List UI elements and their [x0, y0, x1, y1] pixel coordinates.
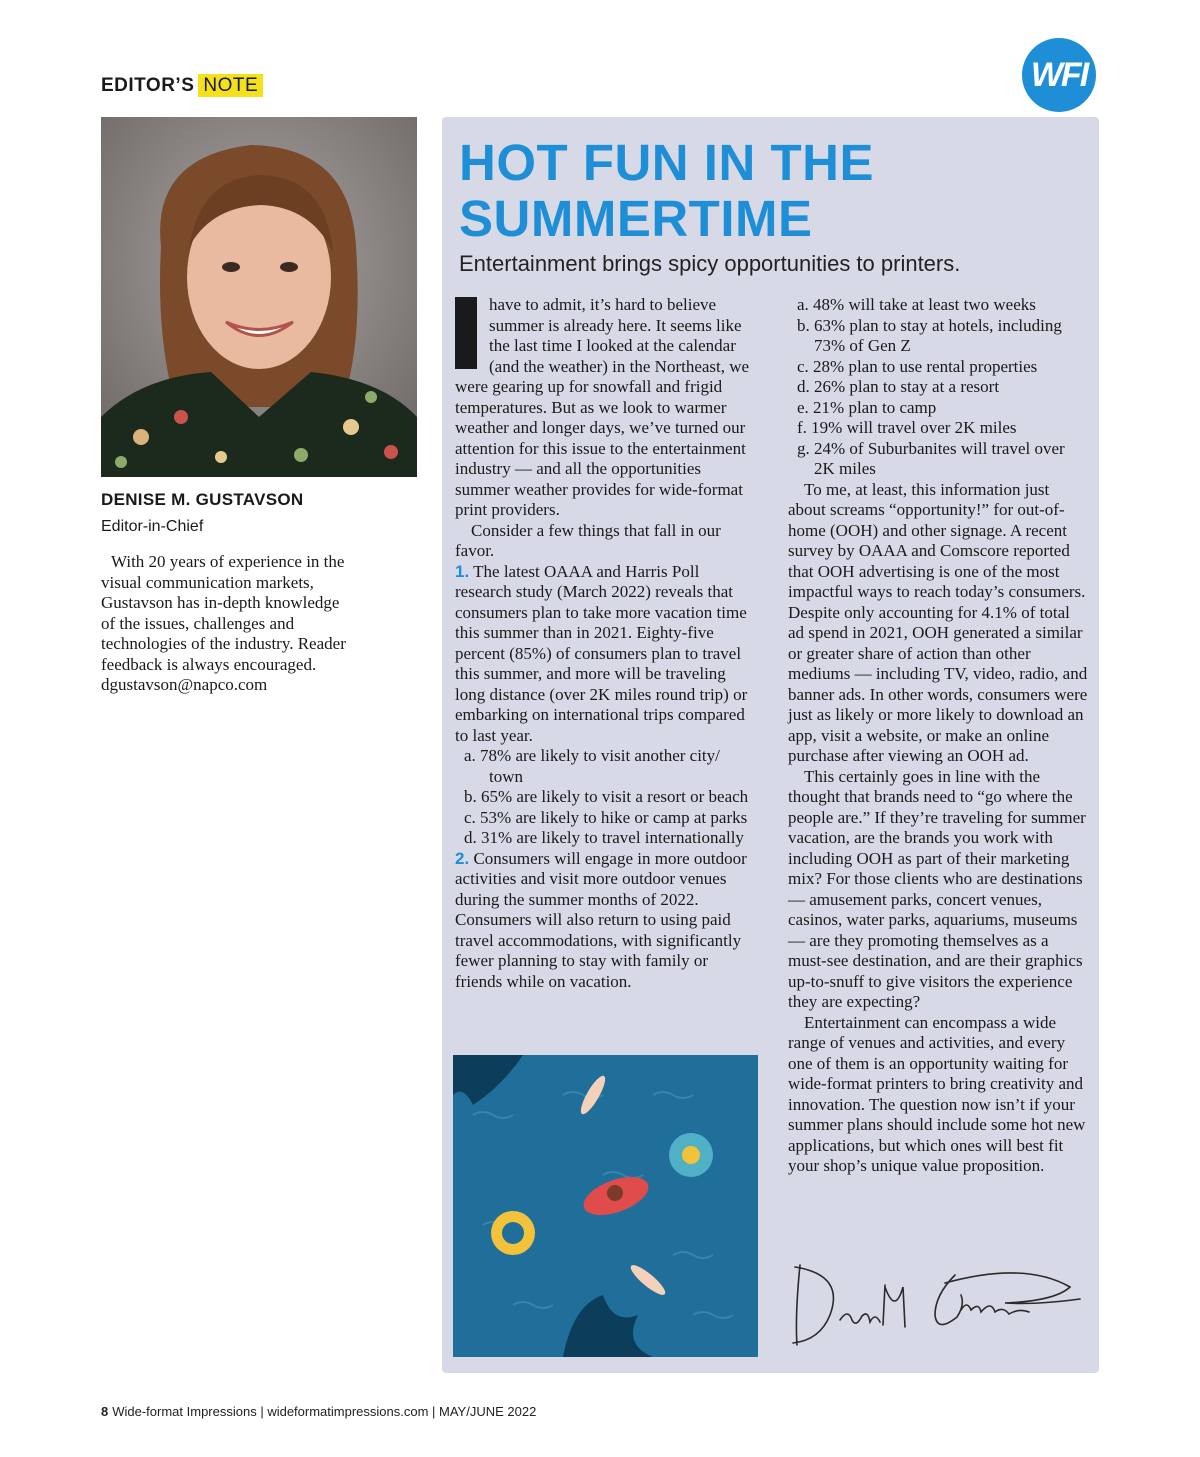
point-1 — [455, 562, 755, 747]
article-column-2 — [788, 295, 1088, 1177]
author-bio — [101, 552, 351, 696]
list-item: d. 26% plan to stay at a resort — [797, 377, 1000, 396]
intro-text: have to admit, it’s hard to believe summer is already here. It seems like the last time I looked at the calendar (and the weather) in the Northeast, we were gearing up for snowfall and frigid temperatures. But as we look to warmer weather and longer days, we’ve turned our attention for this issue to the entertainment industry — and all the opportunities summer weather provides for wide-format print providers. — [455, 295, 750, 519]
list-item: g. 24% of Suburbanites will travel over 2K miles — [797, 438, 1065, 478]
author-photo — [101, 117, 417, 477]
list-item: c. 53% are likely to hike or camp at parks — [464, 807, 748, 827]
article-title: HOT FUN IN THE SUMMERTIME — [459, 134, 874, 247]
favor-paragraph: Consider a few things that fall in our favor. — [455, 520, 721, 560]
author-name: DENISE M. GUSTAVSON — [101, 490, 304, 509]
article-subtitle: Entertainment brings spicy opportunities to printers. — [459, 251, 961, 276]
intro-paragraph — [455, 295, 755, 521]
section-label — [101, 75, 263, 97]
list-item: c. 28% plan to use rental properties — [797, 356, 1038, 376]
point-1-number: 1. — [455, 561, 470, 581]
wfi-logo: WFI — [1022, 38, 1096, 112]
footer-text: Wide-format Impressions | wideformatimpressions.com | MAY/JUNE 2022 — [112, 1404, 537, 1419]
author-role: Editor-in-Chief — [101, 518, 204, 535]
section-label-highlight: NOTE — [198, 74, 263, 97]
signature — [785, 1255, 1085, 1355]
page-footer — [101, 1404, 536, 1419]
drop-cap — [455, 297, 477, 369]
list-item: a. 78% are likely to visit another city/ town — [464, 746, 720, 786]
author-email: dgustavson@napco.com — [101, 675, 268, 694]
people-paragraph: This certainly goes in line with the thought that brands need to “go where the people are.” If they’re traveling for summer vacation, are the brands you work with including OOH as part of their marketing mix? For those clients who are destinations — amusement parks, concert venues, casinos, water parks, aquariums, museums — are they promoting themselves as a must-see destination, and are their graphics up-to-snuff to give visitors the experience they are expecting? — [788, 766, 1086, 1011]
point-2-number: 2. — [455, 848, 470, 868]
list-item: f. 19% will travel over 2K miles — [797, 418, 1017, 437]
list-item: b. 65% are likely to visit a resort or beach — [464, 787, 749, 806]
list-item: b. 63% plan to stay at hotels, including 73% of Gen Z — [797, 315, 1062, 355]
ooh-paragraph: To me, at least, this information just about screams “opportunity!” for out-of-home (OOH) and other signage. A recent survey by OAAA and Comscore reported that OOH advertising is one of the most impactful ways to reach today’s consumers. Despite only accounting for 4.1% of total ad spend in 2021, OOH generated a similar or greater share of action than other mediums — including TV, video, radio, and banner ads. In other words, consumers were just as likely or more likely to download an app, visit a website, or make an online purchase after viewing an OOH ad. — [788, 479, 1088, 765]
article-column-1 — [455, 295, 755, 992]
final-paragraph: Entertainment can encompass a wide range of venues and activities, and every one of them is an opportunity waiting for wide-format printers to bring creativity and innovation. The question now isn’t if your summer plans should include some hot new applications, but which ones will best fit your shop’s unique value proposition. — [788, 1012, 1086, 1175]
pool-illustration — [453, 1055, 758, 1357]
section-label-bold: EDITOR’S — [101, 75, 195, 96]
point-2 — [455, 849, 755, 993]
list-item: a. 48% will take at least two weeks — [797, 295, 1036, 314]
list-item: d. 31% are likely to travel internationally — [464, 828, 744, 847]
point-1-text: The latest OAAA and Harris Poll research study (March 2022) reveals that consumers plan to take more vacation time this summer than in 2021. Eighty-five percent (85%) of consumers plan to travel this summer, and more will be traveling long distance (over 2K miles round trip) or embarking on international trips compared to last year. — [455, 561, 748, 745]
page-number: 8 — [101, 1404, 109, 1419]
point-2-text: Consumers will engage in more outdoor activities and visit more outdoor venues during the summer months of 2022. Consumers will also return to using paid travel accommodations, with significantly fewer planning to stay with family or friends while on vacation. — [455, 848, 747, 991]
list-item: e. 21% plan to camp — [797, 397, 937, 417]
author-bio-text: With 20 years of experience in the visual communication markets, Gustavson has in-depth knowledge of the issues, challenges and technologies of the industry. Reader feedback is always encouraged. — [101, 552, 346, 674]
